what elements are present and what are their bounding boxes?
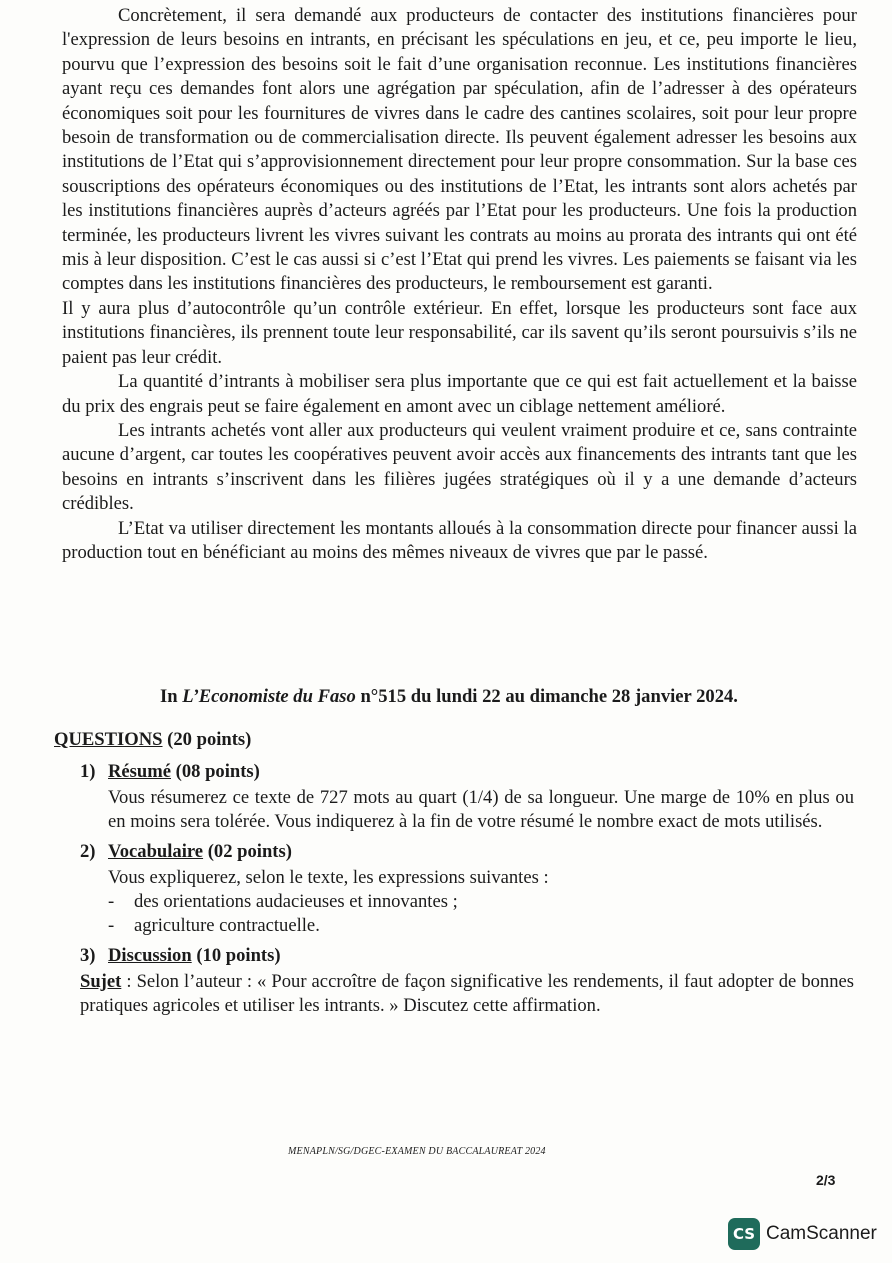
question-label: Vocabulaire [108,841,204,862]
question-discussion [54,944,854,1018]
subject-text: : Selon l’auteur : « Pour accroître de façon significative les rendements, il faut adopter de bonnes pratiques agricoles et utiliser les intrants. » Discutez cette affirmation. [80,971,854,1016]
list-item: - des orientations audacieuses et innovantes ; [108,890,854,914]
question-points: (10 points) [191,945,281,966]
questions-section [54,728,854,1018]
question-title [80,840,854,864]
questions-heading-label: QUESTIONS [54,729,163,750]
camscanner-watermark [728,1217,877,1251]
camscanner-name: CamScanner [766,1223,877,1244]
source-journal: L’Economiste du Faso [182,686,356,707]
paragraph-1: Concrètement, il sera demandé aux producteurs de contacter des institutions financières pour l'expression de leurs besoins en intrants, en précisant les spéculations en jeu, et ce, peu importe le lieu, pourvu que l’expression des besoins soit le fait d’une organisation reconnue. Les institutions financières ayant reçu ces demandes font alors une agrégation par spéculation, afin de l’adresser à des opérateurs économiques soit pour les fournitures de vivres dans le cadre des cantines scolaires, soit pour leur propre besoin de transformation ou de commercialisation directe. Ils peuvent également adresser les besoins aux institutions de l’Etat qui s’approvisionnement directement pour leur propre consommation. Sur la base ces souscriptions des opérateurs économiques ou des institutions de l’Etat, les intrants sont alors achetés par les institutions financières auprès d’acteurs agréés par l’Etat pour les producteurs. Une fois la production terminée, les producteurs livrent les vivres suivant les contrats au moins au prorata des intrants qui ont été mis à leur disposition. C’est le cas aussi si c’est l’Etat qui prend les vivres. Les paiements se faisant via les comptes dans les institutions financières des producteurs, le remboursement est garanti. [62,5,857,295]
question-intro: Vous expliquerez, selon le texte, les expressions suivantes : [108,867,549,888]
question-vocabulaire [54,840,854,938]
subject-label: Sujet [80,971,122,992]
question-title [80,760,854,784]
exam-footer: MENAPLN/SG/DGEC-EXAMEN DU BACCALAUREAT 2024 [288,1146,546,1157]
article-body [62,4,857,565]
question-resume [54,760,854,834]
page-number: 2/3 [816,1172,836,1188]
questions-heading-points: (20 points) [162,729,252,750]
paragraph-2: Il y aura plus d’autocontrôle qu’un contrôle extérieur. En effet, lorsque les producteurs sont face aux institutions financières, ils prennent toute leur responsabilité, car ils savent qu’ils seront poursuivis s’ils ne paient pas leur crédit. [62,297,857,368]
source-suffix: n°515 du lundi 22 au dimanche 28 janvier 2024. [355,686,738,707]
paragraph-4: Les intrants achetés vont aller aux producteurs qui veulent vraiment produire et ce, sans contrainte aucune d’argent, car toutes les coopératives peuvent avoir accès aux financements des intrants tant que les besoins en intrants s’inscrivent dans les filières jugées stratégiques où il y a une demande d’acteurs crédibles. [62,419,857,515]
paragraph-3: La quantité d’intrants à mobiliser sera plus importante que ce qui est fait actuellement et la baisse du prix des engrais peut se faire également en amont avec un ciblage nettement amélioré. [62,371,857,417]
source-citation [160,686,850,708]
question-number: 1) [80,761,96,782]
question-title [80,944,854,968]
question-label: Résumé [108,761,171,782]
paragraph-5: L’Etat va utiliser directement les montants alloués à la consommation directe pour financer aussi la production tout en bénéficiant au moins des mêmes niveaux de vivres que par le passé. [62,517,857,563]
source-prefix: In [160,686,183,707]
vocabulary-list [108,890,854,938]
discussion-subject [80,970,854,1018]
questions-heading [54,728,854,752]
list-item: - agriculture contractuelle. [108,914,854,938]
question-points: (02 points) [203,841,292,862]
question-label: Discussion [108,945,192,966]
question-number: 2) [80,841,96,862]
question-number: 3) [80,945,96,966]
camscanner-logo-icon: CS [728,1218,760,1250]
question-points: (08 points) [171,761,260,782]
question-text: Vous résumerez ce texte de 727 mots au quart (1/4) de sa longueur. Une marge de 10% en plus ou en moins sera tolérée. Vous indiquerez à la fin de votre résumé le nombre exact de mots utilisés. [108,787,854,832]
